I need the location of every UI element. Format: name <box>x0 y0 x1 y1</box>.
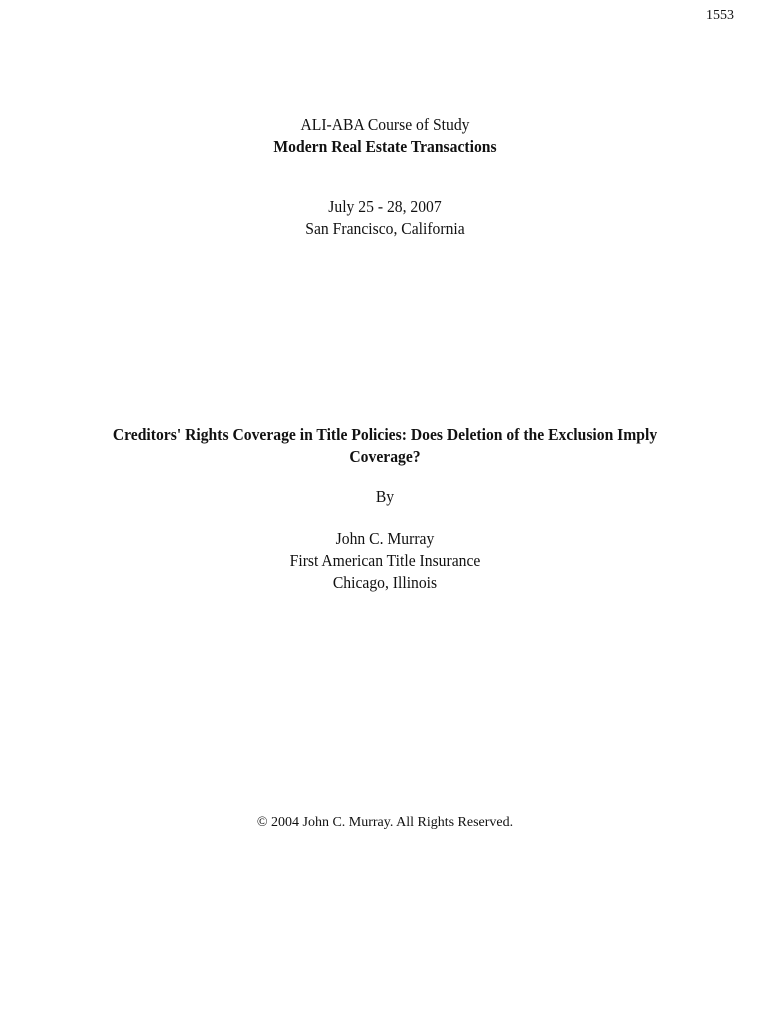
byline <box>0 486 770 508</box>
byline-by: By <box>375 487 395 506</box>
course-header <box>0 114 770 158</box>
article-title-line-2: Coverage? <box>349 447 421 466</box>
copyright-notice <box>0 814 770 832</box>
event-location: San Francisco, California <box>305 219 465 238</box>
event-info <box>0 196 770 240</box>
page-number: 1553 <box>706 8 734 23</box>
course-series: ALI-ABA Course of Study <box>300 115 470 134</box>
article-title-line-1: Creditors' Rights Coverage in Title Policies: Does Deletion of the Exclusion Imply <box>112 425 658 444</box>
copyright-text: © 2004 John C. Murray. All Rights Reserved. <box>256 815 514 830</box>
event-dates: July 25 - 28, 2007 <box>328 197 442 216</box>
author-city: Chicago, Illinois <box>332 573 438 592</box>
author-name: John C. Murray <box>335 529 435 548</box>
author-info <box>0 528 770 594</box>
author-company: First American Title Insurance <box>289 551 481 570</box>
article-title <box>0 424 770 468</box>
course-name: Modern Real Estate Transactions <box>273 137 497 156</box>
